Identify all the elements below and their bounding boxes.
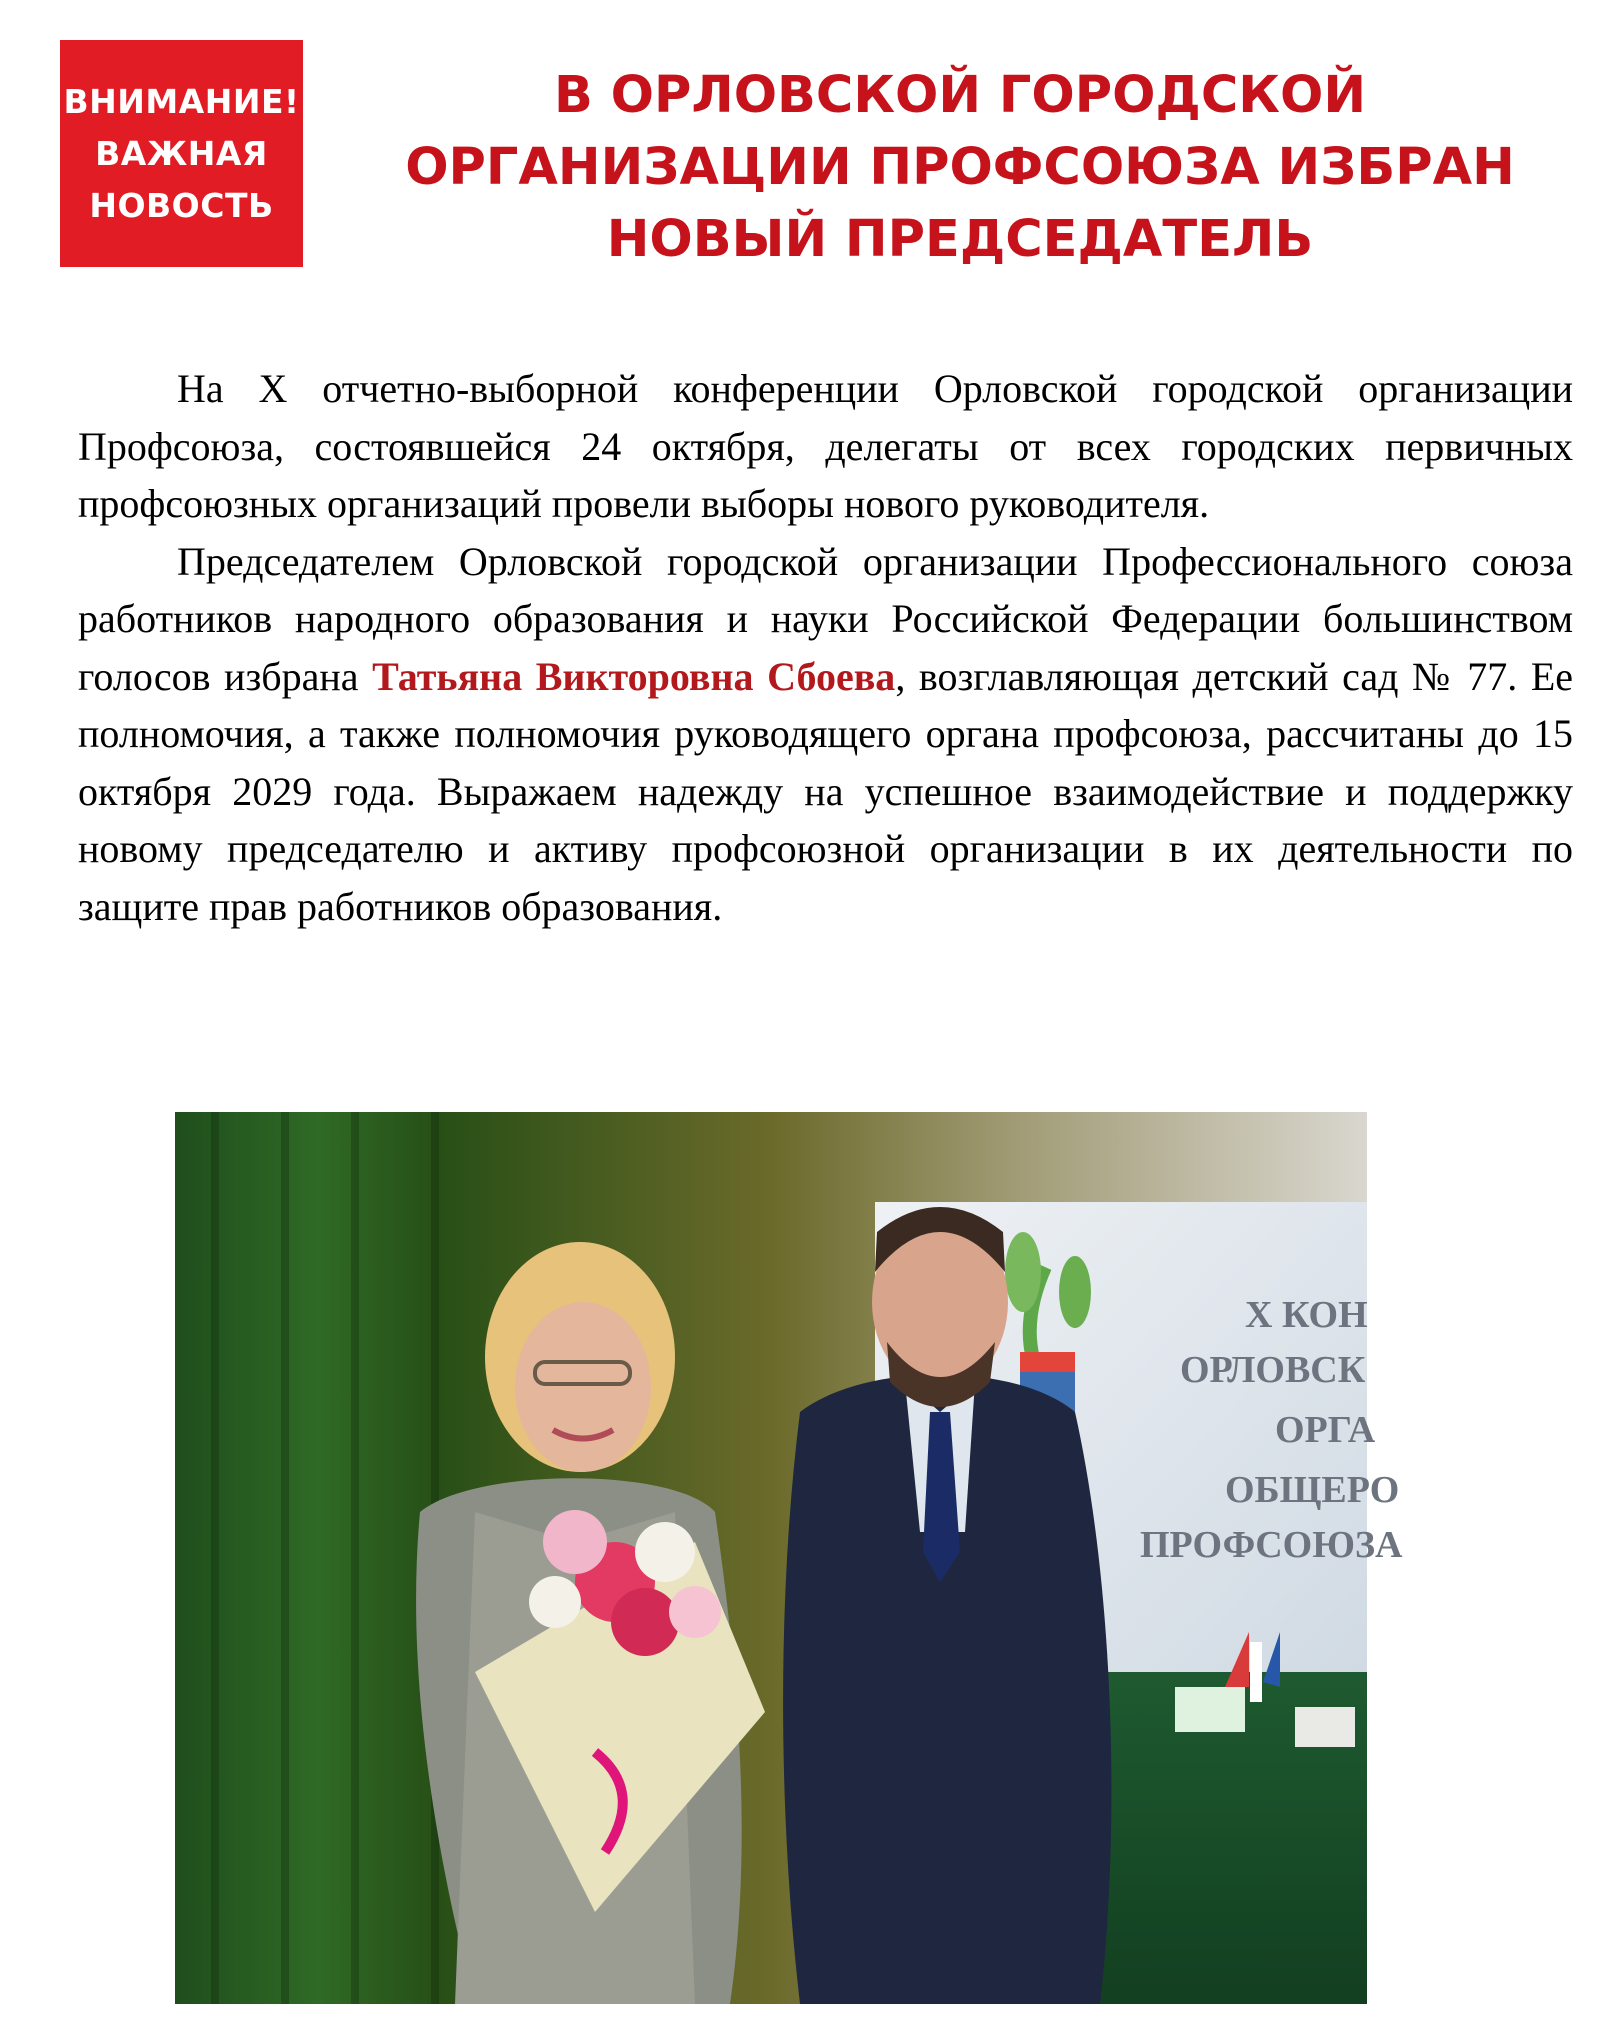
banner-line-1: X КОН bbox=[1245, 1294, 1368, 1336]
badge-line-3: НОВОСТЬ bbox=[89, 185, 274, 225]
event-photo bbox=[175, 1112, 1403, 2004]
paragraph-2 bbox=[78, 533, 1573, 936]
photo-illustration bbox=[175, 1112, 1403, 2004]
badge-line-1: ВНИМАНИЕ! bbox=[63, 81, 300, 121]
headline-line-3: НОВЫЙ ПРЕДСЕДАТЕЛЬ bbox=[606, 210, 1314, 269]
headline bbox=[330, 60, 1590, 276]
chair-name: Татьяна Викторовна Сбоева bbox=[372, 653, 896, 699]
paragraph-2-end: , возглавляющая детский сад № 77. Ее полномочия, а также полномочия руководящего органа профсоюза, рассчитаны до 15 октября 2029 года. Выражаем надежду на успешное взаимодействие и поддержку новому председателю и активу профсоюзной организации в их деятельности по защите прав работников образования. bbox=[78, 653, 1574, 929]
headline-line-1: В ОРЛОВСКОЙ ГОРОДСКОЙ bbox=[553, 66, 1366, 125]
paragraph-1: На X отчетно-выборной конференции Орловской городской организации Профсоюза, состоявшейся 24 октября, делегаты от всех городских первичных профсоюзных организаций провели выборы нового руководителя. bbox=[78, 366, 1573, 526]
banner-line-5: ПРОФСОЮЗА bbox=[1140, 1524, 1403, 1566]
headline-line-2: ОРГАНИЗАЦИИ ПРОФСОЮЗА ИЗБРАН bbox=[405, 138, 1515, 197]
article-body bbox=[78, 360, 1573, 935]
banner-line-2: ОРЛОВСК bbox=[1180, 1349, 1366, 1391]
banner-line-4: ОБЩЕРО bbox=[1225, 1469, 1400, 1511]
important-news-badge bbox=[60, 40, 303, 267]
paragraph-2-start: Председателем Орловской городской организации Профессионального союза работников народного образования и науки Российской Федерации большинством голосов избрана bbox=[78, 538, 1573, 699]
badge-line-2: ВАЖНАЯ bbox=[95, 133, 268, 173]
banner-line-3: ОРГА bbox=[1275, 1409, 1376, 1451]
